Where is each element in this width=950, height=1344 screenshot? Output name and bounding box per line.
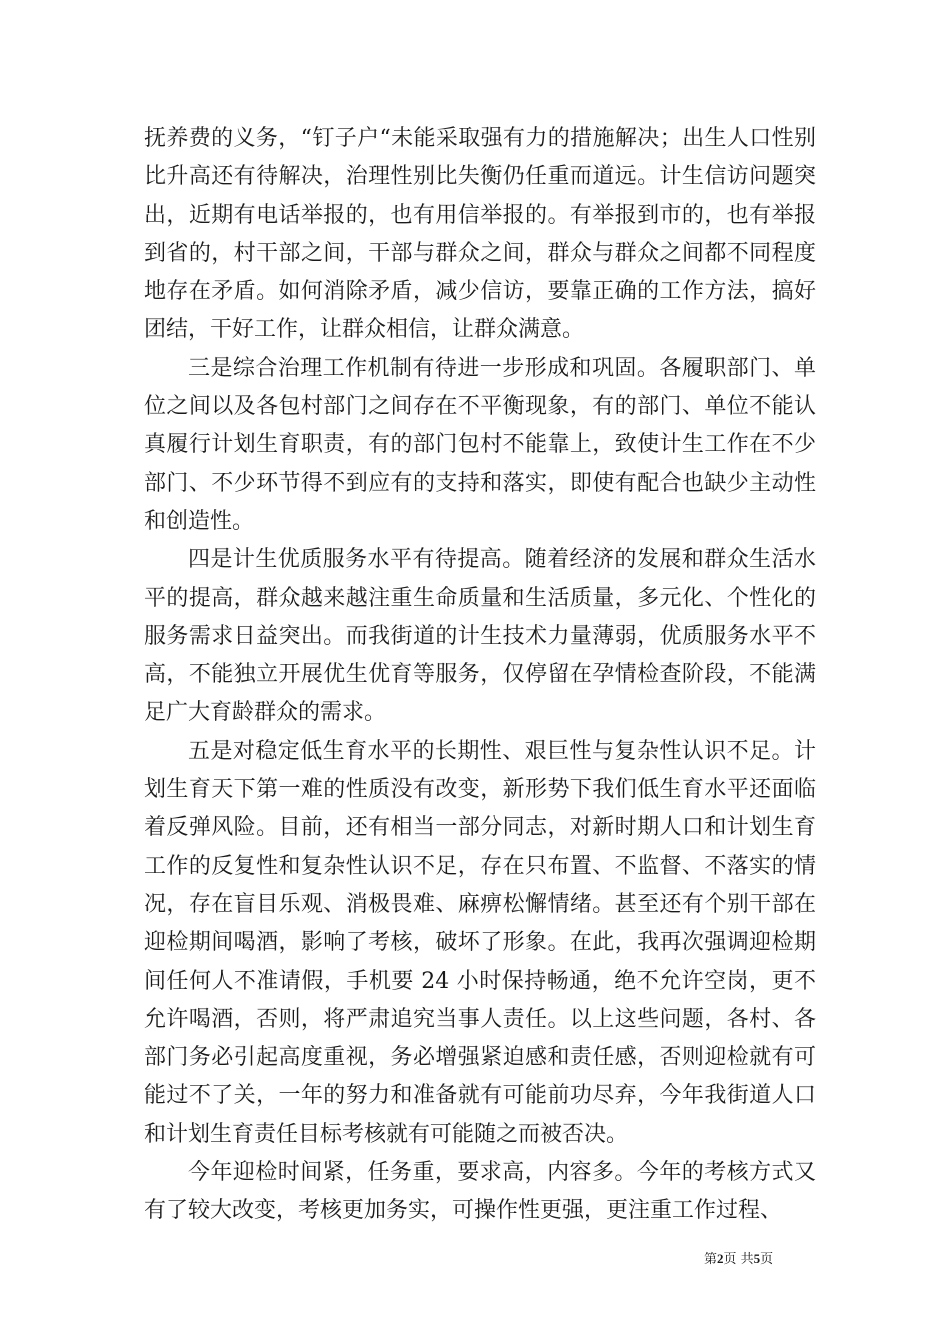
paragraph-2: 三是综合治理工作机制有待进一步形成和巩固。各履职部门、单位之间以及各包村部门之间存在不平衡现象，有的部门、单位不能认真履行计划生育职责，有的部门包村不能靠上，致使计生工作在不少部门、不少环节得不到应有的支持和落实，即使有配合也缺少主动性和创造性。: [144, 355, 816, 534]
paragraph-4: 五是对稳定低生育水平的长期性、艰巨性与复杂性认识不足。计划生育天下第一难的性质没有改变，新形势下我们低生育水平还面临着反弹风险。目前，还有相当一部分同志，对新时期人口和计划生育工作的反复性和复杂性认识不足，存在只布置、不监督、不落实的情况，存在盲目乐观、消极畏难、麻痹松懈情绪。甚至还有个别干部在迎检期间喝酒，影响了考核，破坏了形象。在此，我再次强调迎检期间任何人不准请假，手机要 24 小时保持畅通，绝不允许空岗，更不允许喝酒，否则，将严肃追究当事人责任。以上这些问题，各村、各部门务必引起高度重视，务必增强紧迫感和责任感，否则迎检就有可能过不了关，一年的努力和准备就有可能前功尽弃，今年我街道人口和计划生育责任目标考核就有可能随之而被否决。: [144, 738, 816, 1147]
footer-middle: 页 共: [723, 1252, 754, 1267]
paragraph-1: 抚养费的义务，“钉子户“未能采取强有力的措施解决；出生人口性别比升高还有待解决，治理性别比失衡仍任重而道远。计生信访问题突出，近期有电话举报的，也有用信举报的。有举报到市的，也有举报到省的，村干部之间，干部与群众之间，群众与群众之间都不同程度地存在矛盾。如何消除矛盾，减少信访，要靠正确的工作方法，搞好团结，干好工作，让群众相信，让群众满意。: [144, 126, 816, 343]
footer-prefix: 第: [704, 1252, 718, 1267]
total-pages-number: 5: [753, 1251, 761, 1266]
paragraph-5: 今年迎检时间紧，任务重，要求高，内容多。今年的考核方式又有了较大改变，考核更加务实，可操作性更强，更注重工作过程、: [144, 1160, 816, 1224]
page-number-footer: [704, 1248, 773, 1267]
document-body: [144, 120, 816, 1231]
footer-suffix: 页: [760, 1252, 774, 1267]
current-page-number: 2: [717, 1251, 724, 1266]
paragraph-3: 四是计生优质服务水平有待提高。随着经济的发展和群众生活水平的提高，群众越来越注重生命质量和生活质量，多元化、个性化的服务需求日益突出。而我街道的计生技术力量薄弱，优质服务水平不高，不能独立开展优生优育等服务，仅停留在孕情检查阶段，不能满足广大育龄群众的需求。: [144, 547, 816, 726]
